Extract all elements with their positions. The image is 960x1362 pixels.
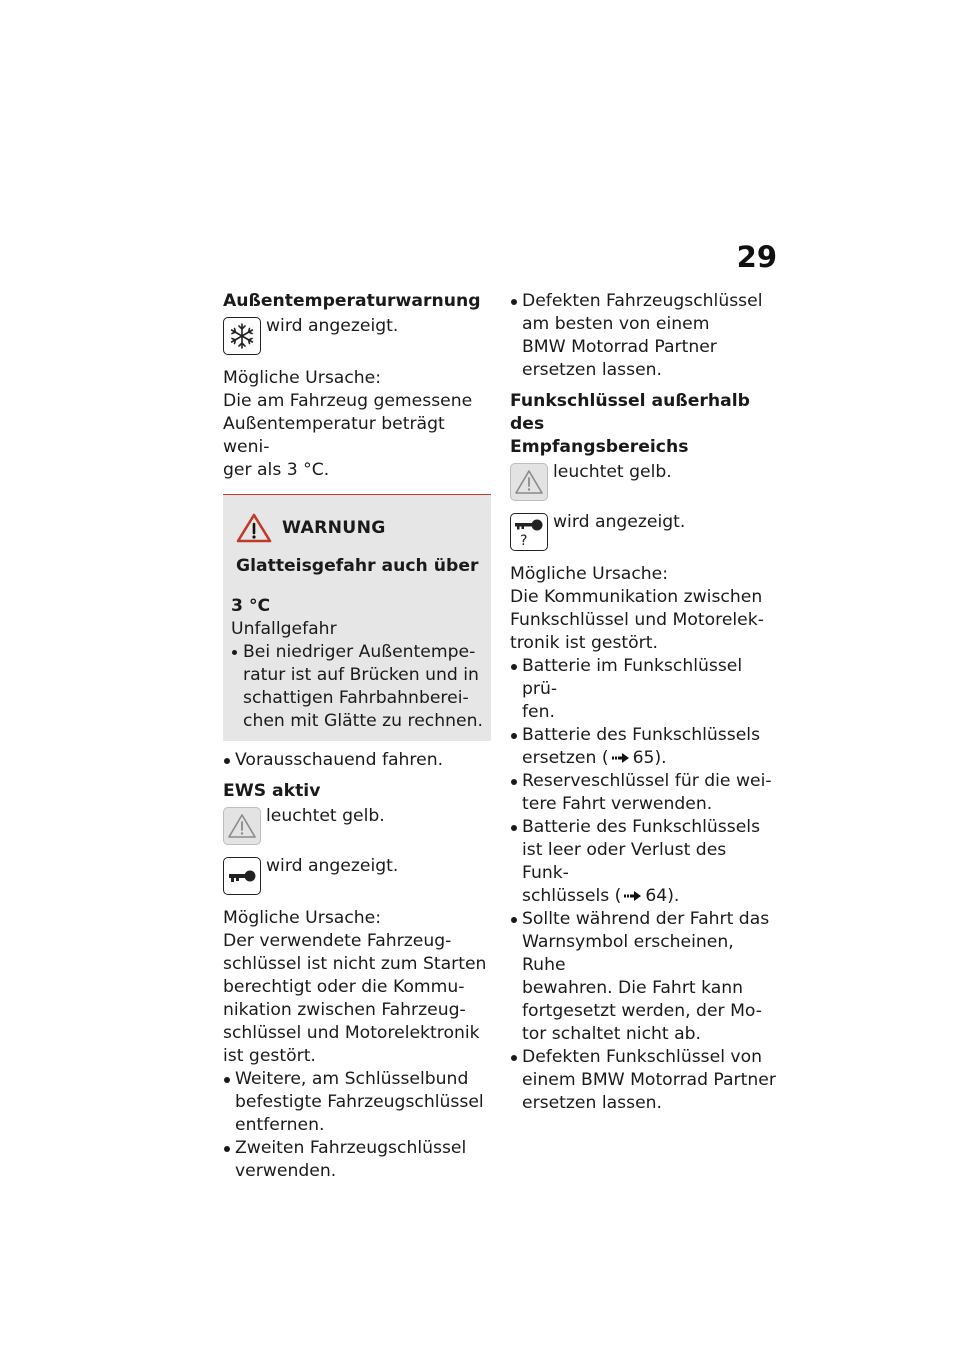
indicator-text: wird angezeigt.	[266, 856, 399, 877]
list-item: Reserveschlüssel für die wei- tere Fahrt verwenden.	[510, 770, 778, 816]
list-item: Batterie des Funkschlüssels ersetzen ( 65).	[510, 724, 778, 770]
page-number: 29	[736, 240, 777, 274]
section-heading-key-out-of-range: Funkschlüssel außerhalb des	[510, 391, 750, 434]
cause-line: ist gestört.	[223, 1046, 316, 1067]
warning-heading: 3 °C	[231, 596, 271, 617]
list-item: Defekten Fahrzeugschlüssel am besten von einem BMW Motorrad Partner ersetzen lassen.	[510, 290, 778, 382]
list-item: Batterie im Funkschlüssel prü- fen.	[510, 655, 778, 724]
indicator-row-warning	[223, 805, 491, 845]
section-heading-outside-temperature: Außentemperaturwarnung	[223, 291, 481, 311]
key-question-icon	[510, 513, 548, 551]
list-item: Defekten Funkschlüssel von einem BMW Motorrad Partner ersetzen lassen.	[510, 1046, 778, 1115]
warning-triangle-icon	[236, 513, 272, 543]
section-heading-ews: EWS aktiv	[223, 781, 321, 802]
cause-label: Mögliche Ursache:	[510, 564, 669, 584]
cause-line: nikation zwischen Fahrzeug-	[223, 1000, 466, 1021]
cause-line: Funkschlüssel und Motorelek-	[510, 610, 764, 630]
page-reference[interactable]: 65).	[632, 748, 667, 768]
key-icon	[223, 857, 261, 895]
indicator-text: wird angezeigt.	[553, 512, 686, 532]
cause-line: Die Kommunikation zwischen	[510, 587, 763, 607]
warning-subtitle: Unfallgefahr	[231, 619, 337, 640]
cause-line: ger als 3 °C.	[223, 460, 330, 480]
warning-triangle-icon	[510, 463, 548, 501]
left-column	[223, 290, 491, 1183]
list-item: Bei niedriger Außentempe- ratur ist auf Brücken und in schattigen Fahrbahnberei- chen mit Glätte zu rechnen.	[231, 641, 485, 733]
warning-heading: Glatteisgefahr auch über	[236, 556, 479, 576]
page-reference[interactable]: 64).	[645, 886, 680, 906]
cause-line: tronik ist gestört.	[510, 633, 658, 653]
page-reference-arrow-icon	[624, 891, 642, 901]
cause-line: berechtigt oder die Kommu-	[223, 977, 465, 998]
warning-title-row	[236, 513, 485, 543]
warning-triangle-icon	[223, 807, 261, 845]
warning-title: WARNUNG	[282, 517, 386, 538]
indicator-text: leuchtet gelb.	[266, 806, 385, 827]
list-item: Weitere, am Schlüsselbund befestigte Fahrzeugschlüssel entfernen.	[223, 1068, 491, 1137]
cause-label: Mögliche Ursache:	[223, 368, 382, 388]
section-heading-key-out-of-range: Empfangsbereichs	[510, 437, 689, 457]
indicator-row-warning	[510, 461, 778, 501]
cause-line: schlüssel und Motorelektronik	[223, 1023, 480, 1044]
indicator-row-key	[223, 855, 491, 895]
warning-box	[223, 494, 491, 741]
list-item: Batterie des Funkschlüssels ist leer oder Verlust des Funk- schlüssels ( 64).	[510, 816, 778, 908]
list-item: Vorausschauend fahren.	[223, 749, 491, 772]
cause-line: Der verwendete Fahrzeug-	[223, 931, 452, 952]
list-item: Sollte während der Fahrt das Warnsymbol erscheinen, Ruhe bewahren. Die Fahrt kann fortgesetzt werden, der Mo- tor schaltet nicht ab.	[510, 908, 778, 1046]
cause-line: schlüssel ist nicht zum Starten	[223, 954, 487, 975]
right-column	[510, 290, 778, 1115]
svg-text:?: ?	[520, 533, 528, 547]
indicator-text: leuchtet gelb.	[553, 462, 672, 482]
cause-label: Mögliche Ursache:	[223, 908, 382, 929]
indicator-row-key-question	[510, 511, 778, 551]
indicator-text: wird angezeigt.	[266, 316, 399, 336]
cause-line: Die am Fahrzeug gemessene	[223, 391, 473, 411]
snowflake-icon	[223, 317, 261, 355]
page-reference-arrow-icon	[612, 753, 630, 763]
cause-line: Außentemperatur beträgt weni-	[223, 414, 445, 457]
list-item: Zweiten Fahrzeugschlüssel verwenden.	[223, 1137, 491, 1183]
indicator-row-snowflake	[223, 315, 491, 355]
